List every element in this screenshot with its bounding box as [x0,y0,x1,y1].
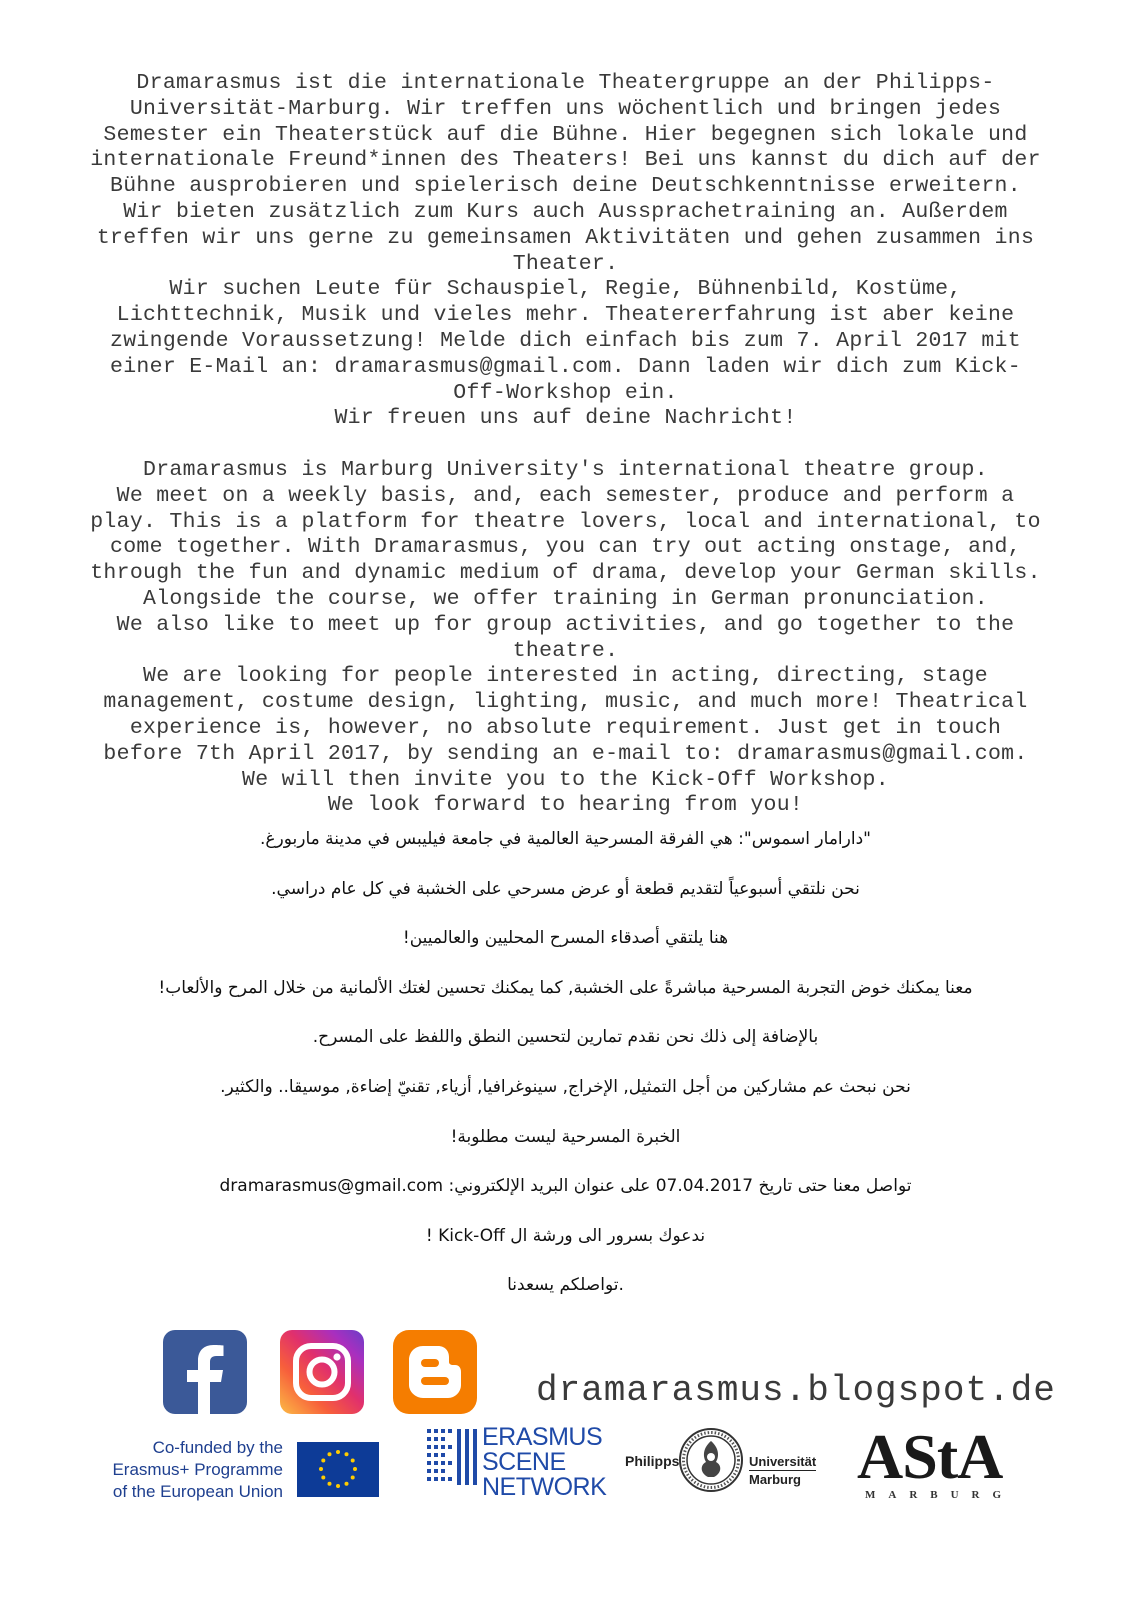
blog-url[interactable]: dramarasmus.blogspot.de [536,1370,1056,1411]
english-line: experience is, however, no absolute requirement. Just get in touch [129,715,1002,740]
english-line: We meet on a weekly basis, and, each semester, produce and perform a [116,483,1015,508]
esn-name [482,1425,606,1500]
german-line: Semester ein Theaterstück auf die Bühne. Hier begegnen sich lokale und [103,122,1028,147]
german-line: internationale Freund*innen des Theaters! Bei uns kannst du dich auf der [90,148,1041,173]
asta-sub-label: MARBURG [865,1489,1015,1501]
university-seal-icon [678,1427,744,1493]
esn-line: NETWORK [482,1473,607,1501]
arabic-line: معنا يمكنك خوض التجربة المسرحية مباشرةً على الخشبة, كما يمكنك تحسين لغتك الألمانية من خلال المرح والألعاب! [158,977,973,998]
philipps-universitaet-marburg-logo [625,1433,825,1513]
blogger-icon[interactable] [393,1330,477,1414]
universitaet-line: Universität [749,1454,817,1469]
facebook-icon[interactable] [163,1330,247,1414]
english-line: come together. With Dramarasmus, you can try out acting onstage, and, [110,535,1021,560]
german-line: Wir suchen Leute für Schauspiel, Regie, Bühnenbild, Kostüme, [169,277,962,302]
kickoff-label: Kick-Off [438,1225,505,1246]
english-line: management, costume design, lighting, music, and much more! Theatrical [103,690,1028,715]
german-line: Wir freuen uns auf deine Nachricht! [334,406,797,431]
cofund-line: Co-funded by the [152,1438,283,1457]
asta-label: AStA [857,1421,1003,1492]
english-line: We look forward to hearing from you! [327,793,804,818]
german-line: Universität-Marburg. Wir treffen uns wöchentlich und bringen jedes [129,96,1002,121]
german-line: einer E-Mail an: dramarasmus@gmail.com. Dann laden wir dich zum Kick- [110,354,1021,379]
arabic-kickoff-text: ندعوك بسرور الى ورشة ال [510,1225,706,1246]
german-line: Bühne ausprobieren und spielerisch deine Deutschkenntnisse erweitern. [110,174,1021,199]
english-line: Dramarasmus is Marburg University's international theatre group. [143,458,988,482]
arabic-line: الخبرة المسرحية ليست مطلوبة! [450,1126,681,1147]
arabic-line: .تواصلكم يسعدنا [507,1275,624,1296]
english-line: We will then invite you to the Kick-Off Workshop. [242,767,889,792]
asta-marburg-logo [857,1421,1027,1515]
marburg-line: Marburg [749,1472,801,1487]
german-text [60,71,1071,432]
german-line: Lichttechnik, Musik und vieles mehr. Theatererfahrung ist aber keine [116,303,1015,328]
cofund-line: of the European Union [112,1482,283,1501]
cofund-line: Erasmus+ Programme [112,1460,283,1479]
english-line: Alongside the course, we offer training in German pronunciation. [143,586,988,611]
philipps-label: Philipps [625,1453,680,1469]
eu-flag-icon [297,1442,379,1497]
arabic-line: بالإضافة إلى ذلك نحن نقدم تمارين لتحسين النطق واللفظ على المسرح. [312,1027,819,1048]
esn-line: ERASMUS [482,1423,603,1451]
erasmus-scene-network-logo [425,1423,607,1505]
universitaet-label [749,1453,816,1488]
arabic-line: نحن نلتقي أسبوعياً لتقديم قطعة أو عرض مسرحي على الخشبة في كل عام دراسي. [271,878,860,899]
arabic-kickoff-end: ! [425,1225,433,1246]
german-line: Wir bieten zusätzlich zum Kurs auch Aussprachetraining an. Außerdem [123,199,1008,224]
arabic-line: هنا يلتقي أصدقاء المسرح المحليين والعالميين! [402,928,729,949]
english-line: through the fun and dynamic medium of drama, develop your German skills. [90,561,1041,586]
esn-line: SCENE [482,1448,566,1476]
english-line: play. This is a platform for theatre lovers, local and international, to [90,509,1041,534]
sponsor-logos [0,1421,1131,1535]
instagram-icon[interactable] [280,1330,364,1414]
cofund-text [100,1437,283,1503]
english-line: before 7th April 2017, by sending an e-mail to: dramarasmus@gmail.com. [103,741,1028,766]
arabic-contact-line [80,1173,1051,1223]
german-line: Off-Workshop ein. [453,380,678,405]
german-line: zwingende Voraussetzung! Melde dich einfach bis zum 7. April 2017 mit [110,328,1021,353]
english-line: We also like to meet up for group activities, and go together to the [116,612,1015,637]
arabic-line: "دارامار اسموس": هي الفرقة المسرحية العالمية في جامعة فيليبس في مدينة ماربورغ. [260,829,871,849]
english-line: theatre. [512,638,619,663]
arabic-contact-text: تواصل معنا حتى تاريخ 07.04.2017 على عنوان البريد الإلكتروني: [448,1176,912,1197]
arabic-kickoff-line [80,1223,1051,1273]
german-line: Theater. [512,251,619,276]
email-link[interactable]: dramarasmus@gmail.com [219,1176,444,1197]
german-line: Dramarasmus ist die internationale Theatergruppe an der Philipps- [136,71,995,95]
arabic-text [80,826,1051,1322]
german-line: treffen wir uns gerne zu gemeinsamen Aktivitäten und gehen zusammen ins [96,225,1035,250]
english-text [60,458,1071,819]
arabic-line: نحن نبحث عم مشاركين من أجل التمثيل, الإخراج, سينوغرافيا, أزياء, تقنيّ إضاءة, موسيقا.. والكثير. [220,1076,911,1097]
english-line: We are looking for people interested in acting, directing, stage [143,664,988,689]
